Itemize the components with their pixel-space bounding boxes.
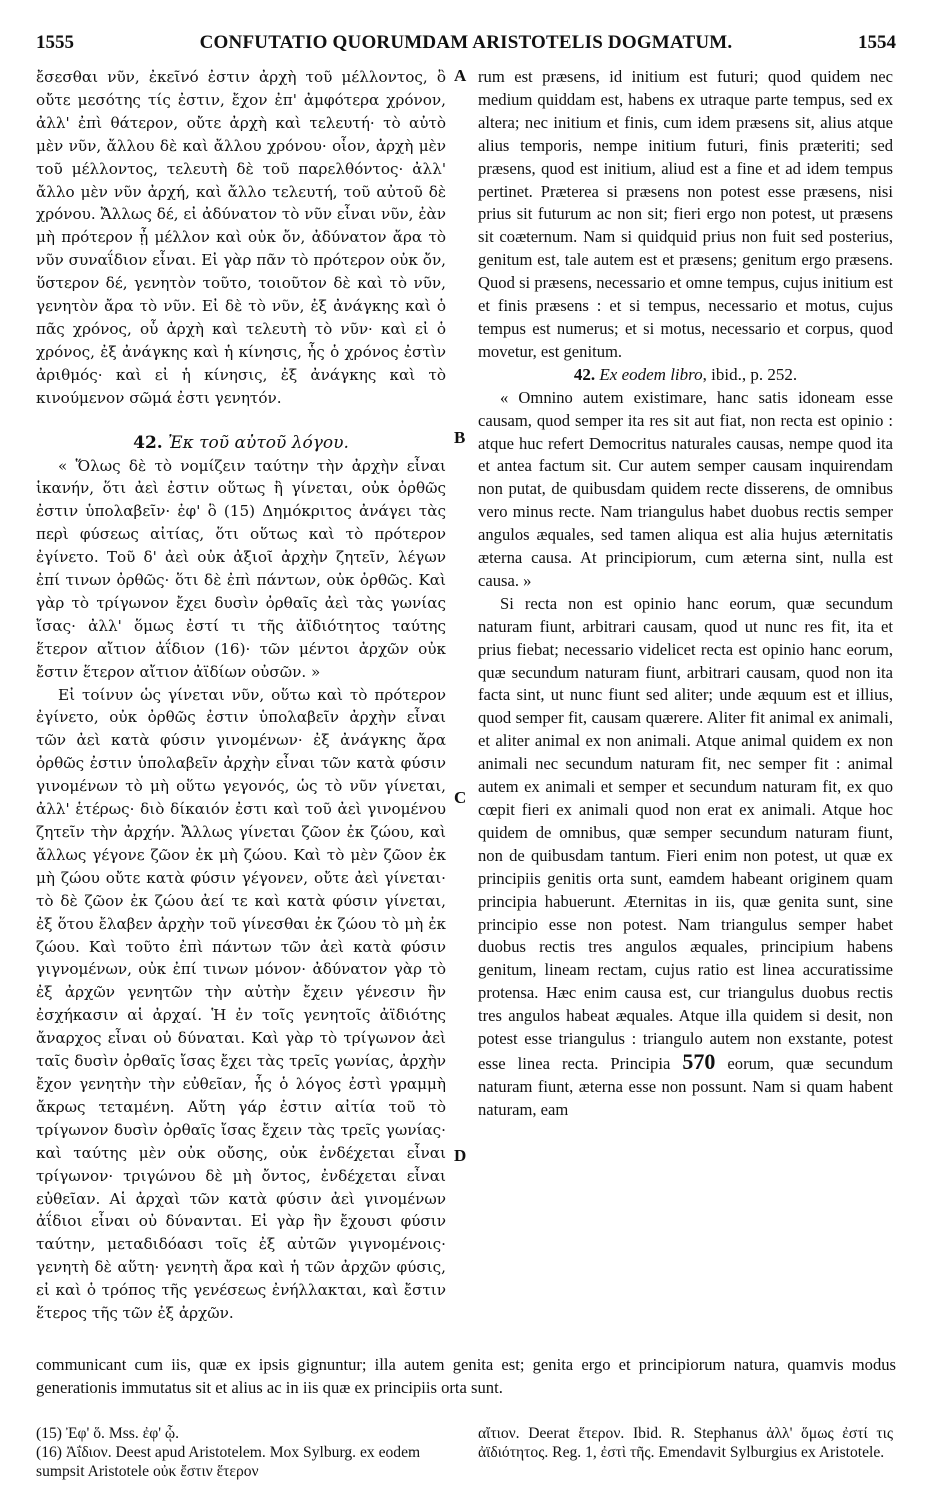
footnote-16: (16) Ἀΐδιον. Deest apud Aristotelem. Mox Sylburg. ex eodem sumpsit Aristotele οὐκ ἔστιν ἕτερον [36,1444,421,1480]
migne-column-number: 570 [682,1048,716,1074]
greek-paragraph-3: Εἰ τοίνυν ὡς γίνεται νῦν, οὕτω καὶ τὸ πρότερον ἐγίνετο, οὐκ ὀρθῶς ἐστιν ὑπολαβεῖν ἀρχὴν εἶναι τῶν ἀεὶ κατὰ φύσιν γινομένων· ἐξ ἀνάγκης ἄρα ὀρθῶς ἐστιν ὑπολαβεῖν ἀρχὴν εἶναι τῶν κατὰ φύσιν γινομένων τὸ μὴ οὕτω γεγονός, ὡς τὸ νῦν γίνεται, ἀλλ' ἑτέρως· διὸ δίκαιόν ἐστι καὶ τοῦ ἀεὶ γινομένου ζητεῖν τὴν ἀρχήν. Ἄλλως γίνεται ζῶον ἐκ ζώου, καὶ ἄλλως γέγονε ζῶον ἐκ μὴ ζώου. Καὶ τὸ μὲν ζῶον ἐκ μὴ ζώου οὔτε κατὰ φύσιν γέγονεν, οὔτε ἀεὶ γίνεται· τὸ δὲ ζῶον ἐκ ζώου ἀεί τε καὶ κατὰ φύσιν γίνεται, ἐξ ὅτου ἔλαβεν ἀρχὴν τοῦ γίνεσθαι ἐκ ζώου τὸ μὴ ἐκ ζώου. Καὶ τοῦτο ἐπὶ πάντων τῶν ἀεὶ κατὰ φύσιν γιγνομένων, οὐκ ἐπί τινων μόνον· ἀδύνατον γὰρ τὸ ἐξ ἀρχῶν γενητῶν τὴν αὐτὴν ἔχειν γένεσιν ἣν ἐσχήκασιν αἱ ἀρχαί. Ἡ ἐν τοῖς γενητοῖς ἀϊδιότης ἄναρχος εἶναι οὐ δύναται. Καὶ γὰρ τὸ τρίγωνον ἀεὶ ταῖς δυσὶν ὀρθαῖς ἴσας ἔχει τὰς τρεῖς γωνίας, ἀρχὴν ἔχον γενητὴν τὴν εὐθεῖαν, ἧς ὁ λόγος ἐστὶ γραμμὴ ἄκρως τεταμένη. Αὕτη γάρ ἐστιν αἰτία τοῦ τὸ τρίγωνον δυσὶν ὀρθαῖς ἴσας ἔχειν τὰς τρεῖς γωνίας· καὶ ταύτης μὲν οὐκ οὔσης, οὐκ ἐνδέχεται εἶναι τρίγωνον· τριγώνου δὲ μὴ ὄντος, ἐνδέχεται εἶναι εὐθεῖαν. Αἱ ἀρχαὶ τῶν κατὰ φύσιν ἀεὶ γινομένων ἀΐδιοι εἶναι οὐ δύνανται. Εἰ γὰρ ἣν ἔχουσι φύσιν ταύτην, μεταδιδόασι τοῖς ἐξ αὐτῶν γιγνομένοις· γενητὴ δὲ αὕτη· γενητὴ ἄρα καὶ ἡ τῶν ἀρχῶν φύσις, εἰ καὶ ὁ τρόπος τῆς γενέσεως ἐνήλλακται, καὶ ἔστιν ἕτερος τῆς τῶν ἐξ ἀρχῶν. [36,685,446,1323]
margin-letter-b: B [454,428,466,447]
margin-letter-a: A [454,66,467,85]
page-number-left: 1555 [36,32,74,53]
latin-paragraph-3 [478,593,893,1122]
footnote-15: (15) Ἐφ' ὅ. Mss. ἐφ' ᾧ. [36,1425,180,1442]
latin-heading-text: Ex eodem libro [599,364,703,384]
greek-section-heading [36,432,446,455]
greek-paragraph-1: ἔσεσθαι νῦν, ἐκεῖνό ἐστιν ἀρχὴ τοῦ μέλλοντος, ὃ οὔτε μεσότης τίς ἐστιν, ἔχον ἐπ' ἀμφότερα χρόνον, ἀλλ' ἐπὶ θάτερον, οὔτε ἀρχὴ καὶ τελευτή· τὸ αὐτὸ μὲν νῦν, ἄλλου δὲ καὶ ἄλλου χρόνου· οἷον, ἀρχὴ μὲν τοῦ μέλλοντος, τελευτὴ δὲ τοῦ παρελθόντος· ἀλλ' ἄλλο μὲν νῦν ἀρχή, καὶ ἄλλο τελευτή, τοῦ αὐτοῦ δὲ χρόνου. Ἄλλως δέ, εἰ ἀδύνατον τὸ νῦν εἶναι νῦν, ἐὰν μὴ πρότερον ᾖ μέλλον καὶ οὐκ ὄν, ἀδύνατον ἄρα τὸ νῦν συναΐδιον εἶναι. Εἰ γὰρ πᾶν τὸ πρότερον οὐκ ὄν, ὕστερον δέ, γενητὸν τοῦτο, τοιοῦτον δὲ καὶ τὸ νῦν, γενητὸν ἄρα τὸ νῦν. Εἰ δὲ τὸ νῦν, ἐξ ἀνάγκης καὶ ὁ πᾶς χρόνος, οὗ ἀρχὴ καὶ τελευτὴ τὸ νῦν· καὶ εἰ ὁ χρόνος, ἐξ ἀνάγκης καὶ ἡ κίνησις, ἧς ὁ χρόνος ἐστὶν ἀριθμός· καὶ εἰ ἡ κίνησις, ἐξ ἀνάγκης καὶ τὸ κινούμενον σῶμά ἐστι γενητόν. [36,68,446,407]
margin-letter-c: C [454,788,467,807]
full-width-continuation: communicant cum iis, quæ ex ipsis gignuntur; illa autem genita est; genita ergo et principiorum natura, quamvis modus generationis immutatus sit et alius ac in iis quæ ex principiis orta sunt. [36,1355,896,1397]
running-title: CONFUTATIO QUORUMDAM ARISTOTELIS DOGMATUM. [199,32,733,53]
latin-paragraph-3-part-a: Si recta non est opinio hanc eorum, quæ secundum naturam fiunt, arbitrari causam, quod ut nunc res fit, ita et prius fiebat; necessario videlicet recta est opinio hanc eorum, quæ secundum naturam fiunt, arbitrari causam, quod non ita facta sint, ut nunc fiunt sed aliter; unde æquum est et illius, quod semper fit, causam quærere. Aliter fit animal ex animali, et aliter animal ex non animali. Atque animal quidem ex non animali nec secundum naturam fit, nec semper fit : animal autem ex animali et semper et secundum naturam fit, ex quo cœpit fieri ex animali quod non erat ex animali. Atque hoc quidem de omnibus, quæ semper secundum naturam fiunt, non de quibusdam tantum. Fieri enim non potest, ut quæ ex principiis genitis orta sunt, eamdem habeant originem quam principia habuerunt. Æternitas in iis, quæ genita sunt, sine principio esse non potest. Nam triangulus semper habet duobus rectis tres angulos æquales, principium habens genitum, lineam rectam, cujus ratio est linea accuratissime protensa. Hæc enim causa est, cur triangulus duobus rectis tres angulos habeat æquales. Atque illa quidem si desit, non potest esse triangulus : triangulo autem non exstante, potest esse linea recta. Principia [478,593,893,1073]
latin-paragraph-3-part-b: eorum, quæ secundum naturam fiunt, æterna esse non possunt. Nam si quam habent naturam, eam [478,1053,893,1119]
latin-paragraph-1: rum est præsens, id initium est futuri; quod quidem nec medium quiddam est, habens ex utraque parte tempus, sed ex altera; nec initium et finis, cum idem præsens sit, alius atque alius temporis, nempe initium futuri, finis præteriti; sed præsens, quod est initium, aliud est a fine et ad idem tempus pertinet. Præterea si præsens non potest esse præsens, nisi prius sit futurum ac non sit; fieri ergo non potest, ut præsens sit coæternum. Nam si quidquid prius non fuit sed posterius, genitum est, tale autem est et præsens; genitum ergo præsens. Quod si præsens, necessario et omne tempus, cujus initium est et finis præsens : et si tempus, necessario et motus, cujus tempus est numerus; et si motus, necessario et corpus, quod movetur, est genitum. [478,67,893,361]
margin-letter-d: D [454,1146,467,1165]
page-number-right: 1554 [857,32,896,53]
greek-paragraph-2: « Ὅλως δὲ τὸ νομίζειν ταύτην τὴν ἀρχὴν εἶναι ἱκανήν, ὅτι ἀεὶ ἐστιν οὕτως ἢ γίνεται, οὐκ ὀρθῶς ἐστιν ὑπολαβεῖν· ἐφ' ὃ (15) Δημόκριτος ἀνάγει τὰς περὶ φύσεως αἰτίας, ὅτι οὕτως καὶ τὸ πρότερον ἐγίνετο. Τοῦ δ' ἀεὶ οὐκ ἀξιοῖ ἀρχὴν ζητεῖν, λέγων ἐπί τινων ὀρθῶς· ὅτι δὲ ἐπὶ πάντων, οὐκ ὀρθῶς. Καὶ γὰρ τὸ τρίγωνον ἔχει δυσὶν ὀρθαῖς ἀεὶ τὰς γωνίας ἴσας· ἀλλ' ὅμως ἐστί τι τῆς ἀϊδιότητος ταύτης ἕτερον αἴτιον ἀΐδιον (16)· τῶν μέντοι ἀρχῶν οὐκ ἔστιν ἕτερον αἴτιον ἀϊδίων οὐσῶν. » [36,456,446,681]
latin-heading-number: 42. [573,364,596,384]
footnotes-left [36,1424,456,1481]
greek-heading-text: Ἐκ τοῦ αὐτοῦ λόγου. [168,432,349,453]
footnotes-right: αἴτιον. Deerat ἕτερον. Ibid. R. Stephanus ἀλλ' ὅμως ἐστί τις ἀϊδιότητος. Reg. 1, ἐστὶ τῆς. Emendavit Sylburgius ex Aristotele. [478,1425,893,1461]
latin-column [478,66,893,1122]
latin-section-heading [478,364,893,387]
latin-heading-reference: , ibid., p. 252. [702,364,798,384]
latin-paragraph-2: « Omnino autem existimare, hanc satis idoneam esse causam, quod semper ita res sit aut fiat, non recta est opinio : atque huc refert Democritus naturales causas, nempe quod ita et antea factum sit. Cur autem semper causam inquirendam non putat, de quibusdam quidem recte disserens, de omnibus vero minus recte. Nam triangulus habet duobus rectis semper angulos æquales, sed tamen aliqua est alia hujus æternitatis æterna causa. At principiorum, cum æterna sint, nulla est causa. » [478,387,893,590]
greek-column [36,66,446,1325]
running-header [36,32,896,58]
greek-heading-number: 42. [133,432,163,453]
